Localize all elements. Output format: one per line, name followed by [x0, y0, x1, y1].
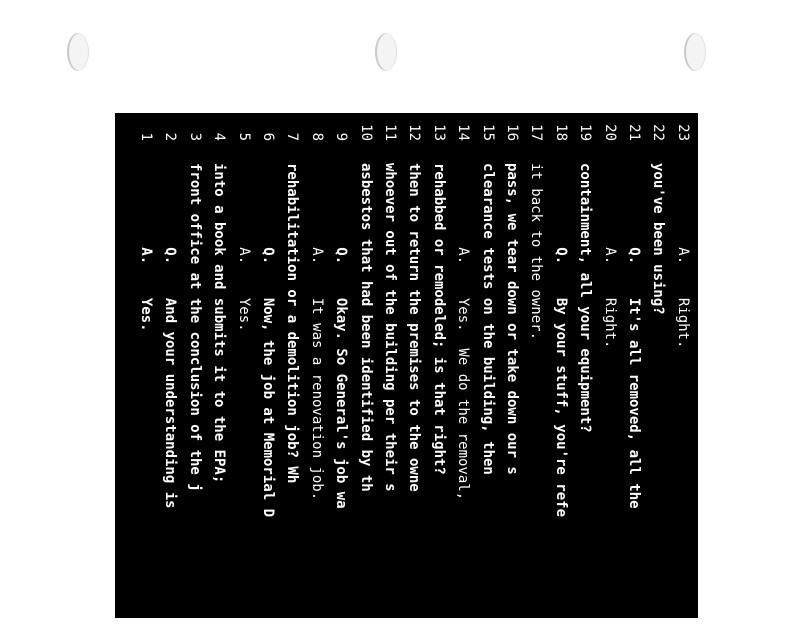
line-text: clearance tests on the building, then	[479, 163, 496, 475]
line-text: Q. All that -- The plastic al	[699, 163, 716, 518]
line-number: 21	[626, 124, 642, 141]
transcript-line	[353, 113, 378, 492]
line-text: it back to the owner.	[528, 163, 545, 341]
transcript-text-panel	[115, 113, 716, 618]
transcript-line	[621, 113, 646, 509]
transcript-line	[206, 113, 231, 483]
line-number: 7	[284, 132, 301, 141]
transcript-line	[670, 113, 695, 348]
line-text: Q. Now, the job at Memorial D	[260, 163, 276, 518]
transcript-line	[133, 113, 158, 332]
line-text: A. Yes.	[235, 163, 252, 332]
line-number: 6	[260, 132, 276, 141]
line-number: 24	[699, 124, 716, 141]
line-text: A. Yes.	[138, 163, 154, 332]
line-text: into a book and submits it to the EPA;	[211, 163, 228, 484]
transcript-line	[377, 113, 402, 492]
line-number: 17	[528, 124, 545, 141]
line-number: 10	[357, 124, 374, 141]
line-text: Q. It's all removed, all the	[626, 163, 642, 509]
transcript-line	[426, 113, 451, 475]
line-text: you've been using?	[650, 163, 667, 315]
transcript-line	[304, 113, 329, 500]
line-text: A. It was a renovation job.	[308, 163, 325, 501]
transcript-line	[475, 113, 500, 475]
line-text: A. Yes. We do the removal,	[455, 163, 472, 501]
transcript-line	[597, 113, 622, 348]
transcript-line	[401, 113, 426, 492]
punch-hole	[684, 33, 706, 71]
line-number: 20	[601, 124, 618, 141]
line-number: 11	[382, 124, 398, 141]
line-text: rehabilitation or a demolition job? Wh	[284, 163, 301, 484]
transcript-line	[645, 113, 670, 315]
line-text: front office at the conclusion of the j	[186, 163, 203, 492]
line-text: Q. Okay. So General's job wa	[333, 163, 350, 509]
rotated-transcript	[115, 113, 716, 633]
line-number: 14	[455, 124, 472, 141]
line-number: 18	[552, 124, 569, 141]
line-text: then to return the premises to the owne	[406, 163, 423, 492]
line-number: 5	[235, 132, 252, 141]
transcript-line	[328, 113, 353, 509]
line-number: 12	[406, 124, 423, 141]
transcript-line	[548, 113, 573, 517]
transcript-line	[450, 113, 475, 500]
line-text: asbestos that had been identified by th	[357, 163, 374, 492]
transcript-line	[572, 113, 597, 433]
line-number: 15	[479, 124, 496, 141]
line-text: Q. By your stuff, you're refe	[552, 163, 569, 518]
transcript-line	[499, 113, 524, 475]
line-text: whoever out of the building per their s	[382, 163, 398, 492]
line-text: containment, all your equipment?	[577, 163, 594, 433]
line-number: 3	[186, 132, 203, 141]
transcript-line	[182, 113, 207, 492]
line-number: 16	[504, 124, 520, 141]
transcript-line	[157, 113, 182, 509]
line-text: rehabbed or remodeled; is that right?	[430, 163, 447, 475]
line-number: 4	[211, 132, 228, 141]
line-number: 23	[674, 124, 691, 141]
line-number: 1	[138, 132, 154, 141]
line-text: Q. And your understanding is	[162, 163, 179, 509]
line-text: A. Right.	[601, 163, 618, 349]
punch-hole	[375, 33, 397, 71]
line-number: 9	[333, 132, 350, 141]
transcript-line	[694, 113, 719, 517]
transcript-line	[279, 113, 304, 483]
punch-hole	[67, 33, 89, 71]
line-number: 13	[430, 124, 447, 141]
line-number: 8	[308, 132, 325, 141]
line-number: 22	[650, 124, 667, 141]
line-number: 2	[162, 132, 179, 141]
transcript-line	[231, 113, 256, 332]
line-number: 19	[577, 124, 594, 141]
transcript-line	[255, 113, 280, 517]
line-text: A. Right.	[674, 163, 691, 349]
line-text: pass, we tear down or take down our s	[504, 163, 520, 475]
transcript-line	[523, 113, 548, 340]
